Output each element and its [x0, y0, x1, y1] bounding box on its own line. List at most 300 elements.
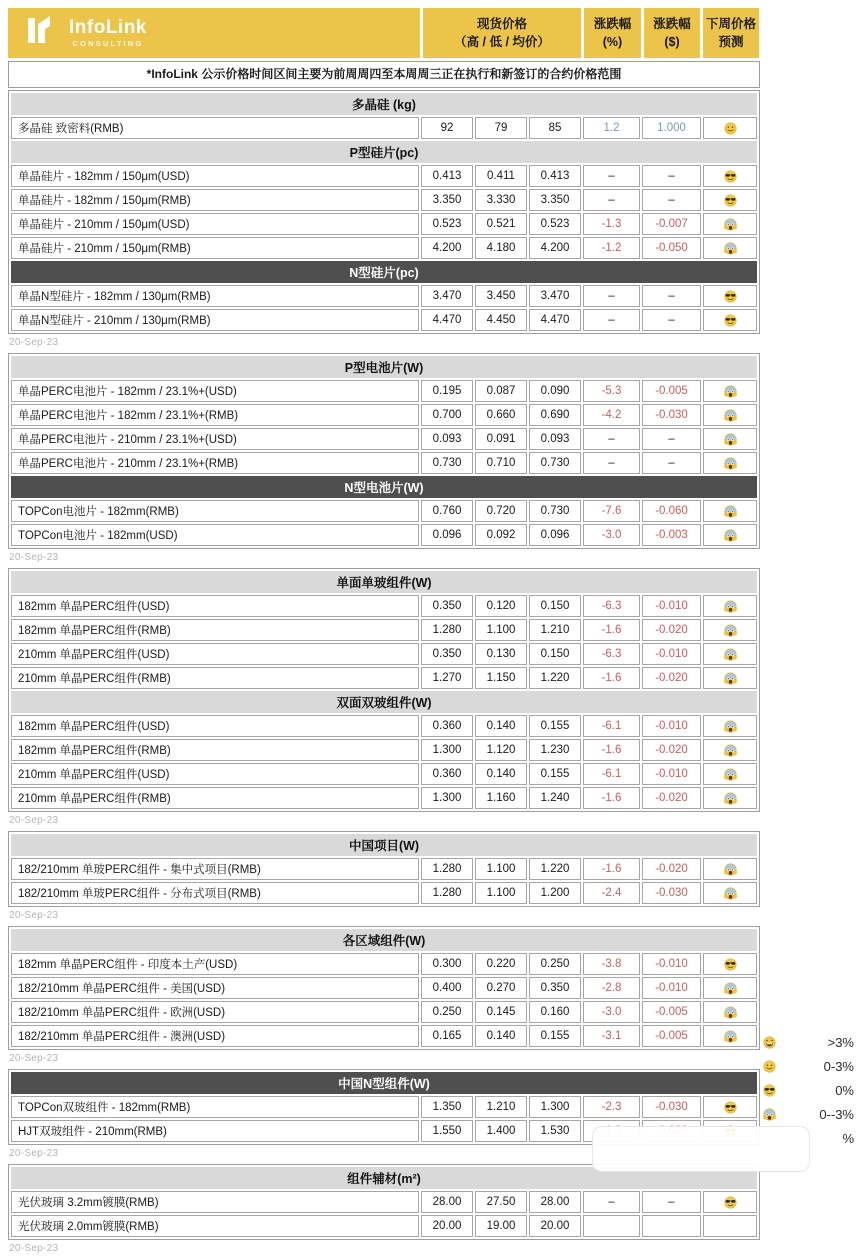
overlay-patch [592, 1126, 810, 1172]
change-usd-cell: -0.030 [642, 1096, 701, 1118]
section-header: 单面单玻组件(W) [11, 571, 757, 593]
price-low-cell: 0.120 [475, 595, 527, 617]
product-name-cell: HJT双玻组件 - 210mm(RMB) [11, 1120, 419, 1142]
forecast-emoji-cell [703, 787, 757, 809]
price-table-group [8, 568, 760, 812]
product-name-cell: 182mm 单晶PERC组件(USD) [11, 595, 419, 617]
price-avg-cell: 0.690 [529, 404, 581, 426]
forecast-emoji-cell [703, 1215, 757, 1237]
price-table-group [8, 1164, 760, 1240]
scream-emoji-icon [723, 647, 738, 662]
sunglasses-emoji-icon [723, 169, 738, 184]
table-row [11, 715, 757, 737]
change-pct-label: 涨跌幅 [593, 16, 632, 31]
forecast-emoji-cell [703, 500, 757, 522]
price-high-cell: 28.00 [421, 1191, 473, 1213]
forecast-emoji-cell [703, 404, 757, 426]
forecast-emoji-cell [703, 189, 757, 211]
scream-emoji-icon [723, 504, 738, 519]
scream-emoji-icon [723, 743, 738, 758]
change-pct-cell: -2.8 [583, 977, 640, 999]
product-name-cell: 光伏玻璃 2.0mm镀膜(RMB) [11, 1215, 419, 1237]
table-row [11, 882, 757, 904]
price-table-group [8, 831, 760, 907]
price-high-cell: 0.195 [421, 380, 473, 402]
price-avg-cell: 0.350 [529, 977, 581, 999]
change-usd-cell: – [642, 452, 701, 474]
change-pct-cell: -1.6 [583, 739, 640, 761]
change-pct-cell: -6.1 [583, 715, 640, 737]
price-avg-cell: 0.155 [529, 715, 581, 737]
price-low-cell: 27.50 [475, 1191, 527, 1213]
change-pct-cell: -2.4 [583, 882, 640, 904]
sunglasses-emoji-icon [723, 957, 738, 972]
sunglasses-emoji-icon [723, 313, 738, 328]
product-name-cell: 单晶硅片 - 182mm / 150μm(RMB) [11, 189, 419, 211]
forecast-emoji-cell [703, 524, 757, 546]
forecast-emoji-cell [703, 380, 757, 402]
price-avg-cell: 3.350 [529, 189, 581, 211]
price-avg-cell: 4.200 [529, 237, 581, 259]
price-high-cell: 4.470 [421, 309, 473, 331]
change-usd-cell: – [642, 309, 701, 331]
change-pct-cell: -1.6 [583, 787, 640, 809]
change-pct-cell: -3.0 [583, 524, 640, 546]
price-high-cell: 1.300 [421, 787, 473, 809]
price-avg-cell: 0.413 [529, 165, 581, 187]
smile-emoji-icon [762, 1059, 777, 1074]
change-pct-unit: (%) [602, 35, 623, 49]
change-pct-cell: – [583, 1191, 640, 1213]
price-high-cell: 1.280 [421, 858, 473, 880]
grin-emoji-icon [762, 1035, 777, 1050]
table-row [11, 1191, 757, 1213]
change-usd-cell: – [642, 285, 701, 307]
product-name-cell: 182/210mm 单晶PERC组件 - 澳洲(USD) [11, 1025, 419, 1047]
price-low-cell: 0.720 [475, 500, 527, 522]
scream-emoji-icon [723, 623, 738, 638]
change-pct-cell: – [583, 309, 640, 331]
legend-label: 0-3% [823, 1058, 854, 1074]
price-avg-cell: 1.220 [529, 858, 581, 880]
price-high-cell: 0.700 [421, 404, 473, 426]
price-high-cell: 92 [421, 117, 473, 139]
product-name-cell: 182/210mm 单玻PERC组件 - 集中式项目(RMB) [11, 858, 419, 880]
forecast-emoji-cell [703, 1025, 757, 1047]
price-low-cell: 1.400 [475, 1120, 527, 1142]
price-avg-cell: 1.530 [529, 1120, 581, 1142]
price-table [9, 832, 759, 906]
forecast-emoji-cell [703, 1191, 757, 1213]
price-high-cell: 0.350 [421, 643, 473, 665]
product-name-cell: 182/210mm 单晶PERC组件 - 欧洲(USD) [11, 1001, 419, 1023]
price-high-cell: 1.350 [421, 1096, 473, 1118]
price-high-cell: 20.00 [421, 1215, 473, 1237]
price-high-cell: 0.350 [421, 595, 473, 617]
change-pct-cell: -1.2 [583, 237, 640, 259]
price-avg-cell: 28.00 [529, 1191, 581, 1213]
price-low-cell: 0.411 [475, 165, 527, 187]
price-high-cell: 0.760 [421, 500, 473, 522]
forecast-emoji-cell [703, 595, 757, 617]
scream-emoji-icon [723, 599, 738, 614]
date-label: 20-Sep-23 [9, 1148, 59, 1159]
price-avg-cell: 20.00 [529, 1215, 581, 1237]
price-high-cell: 1.550 [421, 1120, 473, 1142]
change-usd-cell: -0.020 [642, 667, 701, 689]
price-avg-cell: 0.093 [529, 428, 581, 450]
product-name-cell: 182/210mm 单晶PERC组件 - 美国(USD) [11, 977, 419, 999]
sunglasses-emoji-icon [723, 1195, 738, 1210]
price-high-cell: 1.280 [421, 882, 473, 904]
forecast-emoji-cell [703, 643, 757, 665]
price-low-cell: 0.140 [475, 763, 527, 785]
price-high-cell: 1.270 [421, 667, 473, 689]
price-low-cell: 0.087 [475, 380, 527, 402]
table-row [11, 452, 757, 474]
column-header-forecast [703, 8, 759, 58]
scream-emoji-icon [723, 217, 738, 232]
change-usd-cell: -0.007 [642, 213, 701, 235]
price-period-note: *InfoLink 公示价格时间区间主要为前周周四至本周周三正在执行和新签订的合约价格范围 [8, 61, 760, 88]
sunglasses-emoji-icon [723, 1100, 738, 1115]
change-pct-cell: -7.6 [583, 500, 640, 522]
change-pct-cell: -6.3 [583, 643, 640, 665]
product-name-cell: TOPCon电池片 - 182mm(USD) [11, 524, 419, 546]
forecast-emoji-cell [703, 213, 757, 235]
price-low-cell: 0.091 [475, 428, 527, 450]
price-avg-cell: 1.220 [529, 667, 581, 689]
change-usd-cell: – [642, 428, 701, 450]
price-low-cell: 0.660 [475, 404, 527, 426]
product-name-cell: 182mm 单晶PERC组件(RMB) [11, 739, 419, 761]
change-pct-cell: -3.8 [583, 953, 640, 975]
change-usd-cell: -0.050 [642, 237, 701, 259]
table-row [11, 500, 757, 522]
forecast-emoji-cell [703, 237, 757, 259]
table-row [11, 404, 757, 426]
forecast-emoji-cell [703, 739, 757, 761]
table-row [11, 285, 757, 307]
price-low-cell: 1.100 [475, 858, 527, 880]
change-usd-cell: – [642, 189, 701, 211]
price-high-cell: 1.300 [421, 739, 473, 761]
scream-emoji-icon [723, 862, 738, 877]
change-usd-cell: -0.010 [642, 763, 701, 785]
price-low-cell: 19.00 [475, 1215, 527, 1237]
table-row [11, 953, 757, 975]
scream-emoji-icon [723, 791, 738, 806]
forecast-sublabel: 预测 [718, 35, 744, 49]
change-pct-cell: – [583, 285, 640, 307]
change-pct-cell: -2.3 [583, 1096, 640, 1118]
price-avg-cell: 0.250 [529, 953, 581, 975]
price-low-cell: 1.100 [475, 619, 527, 641]
forecast-emoji-cell [703, 977, 757, 999]
table-row [11, 643, 757, 665]
change-usd-cell: – [642, 1191, 701, 1213]
price-table [9, 1165, 759, 1239]
price-low-cell: 0.145 [475, 1001, 527, 1023]
price-low-cell: 1.210 [475, 1096, 527, 1118]
change-usd-cell: -0.030 [642, 404, 701, 426]
change-pct-cell: -5.3 [583, 380, 640, 402]
price-high-cell: 0.096 [421, 524, 473, 546]
price-low-cell: 3.450 [475, 285, 527, 307]
table-row [11, 237, 757, 259]
date-label: 20-Sep-23 [9, 910, 59, 921]
price-high-cell: 1.280 [421, 619, 473, 641]
price-high-cell: 0.360 [421, 715, 473, 737]
change-pct-cell [583, 1215, 640, 1237]
product-name-cell: 210mm 单晶PERC组件(RMB) [11, 667, 419, 689]
price-high-cell: 0.413 [421, 165, 473, 187]
table-row [11, 380, 757, 402]
product-name-cell: 光伏玻璃 3.2mm镀膜(RMB) [11, 1191, 419, 1213]
forecast-emoji-cell [703, 858, 757, 880]
change-usd-cell: -0.005 [642, 1001, 701, 1023]
product-name-cell: 单晶硅片 - 210mm / 150μm(RMB) [11, 237, 419, 259]
price-high-cell: 3.470 [421, 285, 473, 307]
price-avg-cell: 1.210 [529, 619, 581, 641]
table-row [11, 1001, 757, 1023]
legend-row [762, 1102, 854, 1126]
column-header-spot-price [423, 8, 581, 58]
column-header-change-usd [644, 8, 700, 58]
table-row [11, 595, 757, 617]
price-avg-cell: 1.200 [529, 882, 581, 904]
table-row [11, 977, 757, 999]
forecast-label: 下周价格 [705, 16, 756, 31]
forecast-emoji-cell [703, 953, 757, 975]
price-high-cell: 3.350 [421, 189, 473, 211]
table-row [11, 763, 757, 785]
legend-emoji [762, 1059, 780, 1074]
table-row [11, 117, 757, 139]
change-usd-unit: ($) [664, 35, 680, 49]
legend-emoji [762, 1107, 780, 1122]
price-low-cell: 0.130 [475, 643, 527, 665]
scream-emoji-icon [723, 528, 738, 543]
legend-emoji [762, 1035, 780, 1050]
forecast-emoji-cell [703, 1001, 757, 1023]
change-usd-cell [642, 1215, 701, 1237]
product-name-cell: 单晶硅片 - 182mm / 150μm(USD) [11, 165, 419, 187]
price-low-cell: 1.160 [475, 787, 527, 809]
section-header: P型硅片(pc) [11, 141, 757, 163]
product-name-cell: 单晶N型硅片 - 182mm / 130μm(RMB) [11, 285, 419, 307]
price-low-cell: 1.100 [475, 882, 527, 904]
price-table [9, 354, 759, 548]
change-usd-label: 涨跌幅 [653, 16, 691, 31]
price-table-group [8, 926, 760, 1050]
legend-emoji [762, 1083, 780, 1098]
legend-row [762, 1030, 854, 1054]
price-high-cell: 0.093 [421, 428, 473, 450]
price-avg-cell: 1.230 [529, 739, 581, 761]
price-high-cell: 4.200 [421, 237, 473, 259]
price-low-cell: 0.140 [475, 1025, 527, 1047]
table-row [11, 1215, 757, 1237]
change-usd-cell: -0.030 [642, 882, 701, 904]
change-pct-cell: -4.2 [583, 404, 640, 426]
table-row [11, 619, 757, 641]
price-avg-cell: 0.730 [529, 452, 581, 474]
product-name-cell: 210mm 单晶PERC组件(USD) [11, 643, 419, 665]
forecast-emoji-cell [703, 165, 757, 187]
table-row [11, 309, 757, 331]
section-header: 双面双玻组件(W) [11, 691, 757, 713]
change-pct-cell: -6.1 [583, 763, 640, 785]
change-usd-cell: -0.020 [642, 739, 701, 761]
price-low-cell: 0.092 [475, 524, 527, 546]
change-pct-cell: – [583, 189, 640, 211]
price-avg-cell: 4.470 [529, 309, 581, 331]
price-avg-cell: 1.300 [529, 1096, 581, 1118]
column-header-change-pct [584, 8, 641, 58]
forecast-emoji-cell [703, 763, 757, 785]
price-table-group [8, 90, 760, 334]
price-low-cell: 0.521 [475, 213, 527, 235]
product-name-cell: 多晶硅 致密料(RMB) [11, 117, 419, 139]
scream-emoji-icon [723, 886, 738, 901]
price-low-cell: 0.140 [475, 715, 527, 737]
forecast-emoji-cell [703, 1096, 757, 1118]
legend-row [762, 1054, 854, 1078]
change-usd-cell: -0.020 [642, 858, 701, 880]
section-header: 组件辅材(m²) [11, 1167, 757, 1189]
scream-emoji-icon [723, 1029, 738, 1044]
section-header: N型电池片(W) [11, 476, 757, 498]
product-name-cell: 182/210mm 单玻PERC组件 - 分布式项目(RMB) [11, 882, 419, 904]
price-avg-cell: 0.096 [529, 524, 581, 546]
price-low-cell: 0.710 [475, 452, 527, 474]
table-row [11, 1025, 757, 1047]
price-table [9, 927, 759, 1049]
scream-emoji-icon [723, 384, 738, 399]
price-high-cell: 0.523 [421, 213, 473, 235]
change-pct-cell: -1.6 [583, 619, 640, 641]
date-label: 20-Sep-23 [9, 337, 59, 348]
table-row [11, 858, 757, 880]
section-header: 中国项目(W) [11, 834, 757, 856]
change-pct-cell: -1.6 [583, 858, 640, 880]
scream-emoji-icon [723, 1005, 738, 1020]
product-name-cell: 单晶PERC电池片 - 182mm / 23.1%+(RMB) [11, 404, 419, 426]
change-usd-cell: -0.005 [642, 1025, 701, 1047]
price-low-cell: 1.120 [475, 739, 527, 761]
price-low-cell: 79 [475, 117, 527, 139]
date-label: 20-Sep-23 [9, 552, 59, 563]
product-name-cell: 单晶PERC电池片 - 182mm / 23.1%+(USD) [11, 380, 419, 402]
product-name-cell: 单晶PERC电池片 - 210mm / 23.1%+(RMB) [11, 452, 419, 474]
table-row [11, 787, 757, 809]
change-usd-cell: -0.060 [642, 500, 701, 522]
date-label: 20-Sep-23 [9, 1053, 59, 1064]
change-usd-cell: -0.020 [642, 787, 701, 809]
scream-emoji-icon [723, 981, 738, 996]
price-avg-cell: 0.730 [529, 500, 581, 522]
forecast-emoji-cell [703, 619, 757, 641]
legend-label: 0--3% [819, 1106, 854, 1122]
section-header: 各区域组件(W) [11, 929, 757, 951]
scream-emoji-icon [723, 241, 738, 256]
price-high-cell: 0.400 [421, 977, 473, 999]
change-pct-cell: -1.6 [583, 667, 640, 689]
forecast-emoji-cell [703, 117, 757, 139]
change-usd-cell: -0.010 [642, 977, 701, 999]
price-high-cell: 0.300 [421, 953, 473, 975]
price-table [9, 569, 759, 811]
price-low-cell: 3.330 [475, 189, 527, 211]
price-avg-cell: 0.523 [529, 213, 581, 235]
smile-emoji-icon [723, 121, 738, 136]
forecast-emoji-cell [703, 285, 757, 307]
spot-price-label: 现货价格 [476, 16, 527, 31]
forecast-emoji-cell [703, 309, 757, 331]
price-low-cell: 0.270 [475, 977, 527, 999]
change-pct-cell: – [583, 165, 640, 187]
price-high-cell: 0.250 [421, 1001, 473, 1023]
table-row [11, 428, 757, 450]
legend-label: 0% [835, 1082, 854, 1098]
scream-emoji-icon [723, 767, 738, 782]
table-row [11, 213, 757, 235]
forecast-emoji-cell [703, 882, 757, 904]
product-name-cell: 182mm 单晶PERC组件 - 印度本土产(USD) [11, 953, 419, 975]
change-pct-cell: -1.3 [583, 213, 640, 235]
legend-row [762, 1078, 854, 1102]
table-row [11, 189, 757, 211]
table-row [11, 524, 757, 546]
price-avg-cell: 0.155 [529, 1025, 581, 1047]
scream-emoji-icon [723, 456, 738, 471]
forecast-emoji-cell [703, 452, 757, 474]
price-table [9, 91, 759, 333]
forecast-emoji-cell [703, 667, 757, 689]
product-name-cell: 182mm 单晶PERC组件(RMB) [11, 619, 419, 641]
change-usd-cell: -0.010 [642, 595, 701, 617]
change-pct-cell: -3.1 [583, 1025, 640, 1047]
scream-emoji-icon [723, 432, 738, 447]
price-low-cell: 4.180 [475, 237, 527, 259]
table-row [11, 1096, 757, 1118]
price-avg-cell: 0.150 [529, 595, 581, 617]
section-header: N型硅片(pc) [11, 261, 757, 283]
change-pct-cell: – [583, 428, 640, 450]
change-usd-cell: -0.010 [642, 715, 701, 737]
table-row [11, 165, 757, 187]
date-label: 20-Sep-23 [9, 1243, 59, 1254]
sunglasses-emoji-icon [762, 1083, 777, 1098]
sunglasses-emoji-icon [723, 289, 738, 304]
price-avg-cell: 0.150 [529, 643, 581, 665]
forecast-emoji-cell [703, 715, 757, 737]
section-header: 中国N型组件(W) [11, 1072, 757, 1094]
forecast-emoji-cell [703, 428, 757, 450]
product-name-cell: 单晶硅片 - 210mm / 150μm(USD) [11, 213, 419, 235]
scream-emoji-icon [723, 671, 738, 686]
price-low-cell: 1.150 [475, 667, 527, 689]
change-usd-cell: -0.010 [642, 953, 701, 975]
change-usd-cell: -0.010 [642, 643, 701, 665]
price-avg-cell: 0.160 [529, 1001, 581, 1023]
infolink-logo-icon [24, 12, 60, 53]
change-usd-cell: 1.000 [642, 117, 701, 139]
scream-emoji-icon [723, 719, 738, 734]
product-name-cell: 210mm 单晶PERC组件(RMB) [11, 787, 419, 809]
brand-name: InfoLink [69, 17, 147, 39]
